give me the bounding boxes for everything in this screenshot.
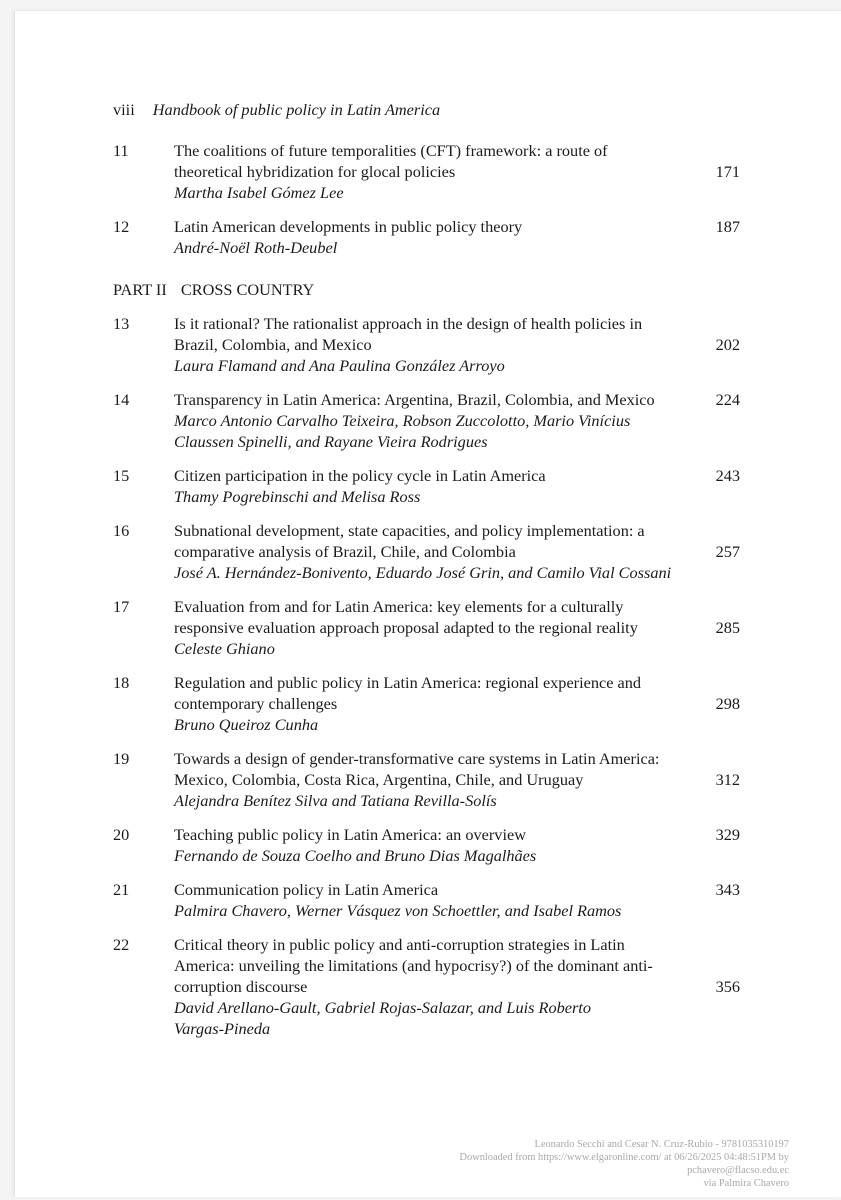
chapter-body [174, 879, 714, 921]
chapter-page-number: 298 [715, 694, 740, 713]
chapter-page-number: 243 [715, 466, 740, 485]
chapter-page-number: 224 [715, 390, 740, 409]
chapter-number: 20 [113, 825, 130, 844]
chapter-body [174, 596, 714, 659]
chapter-title: Mexico, Colombia, Costa Rica, Argentina, Chile, and Uruguay [174, 770, 584, 789]
chapter-title: Regulation and public policy in Latin America: regional experience and [174, 673, 642, 692]
chapter-page-number: 329 [715, 825, 740, 844]
chapter-number: 11 [113, 141, 129, 160]
chapter-page-number: 285 [715, 618, 740, 637]
chapter-authors: Alejandra Benítez Silva and Tatiana Revilla-Solís [174, 791, 497, 810]
toc-entry[interactable] [15, 672, 841, 735]
chapter-title: corruption discourse [174, 977, 308, 996]
part-title: CROSS COUNTRY [180, 280, 315, 299]
chapter-authors: Fernando de Souza Coelho and Bruno Dias Magalhães [174, 846, 537, 865]
chapter-number: 15 [113, 466, 130, 485]
chapter-title: Communication policy in Latin America [174, 880, 439, 899]
chapter-page-number: 312 [715, 770, 740, 789]
chapter-authors: Palmira Chavero, Werner Vásquez von Schoettler, and Isabel Ramos [174, 901, 622, 920]
chapter-title: Is it rational? The rationalist approach in the design of health policies in [174, 314, 643, 333]
chapter-title: Brazil, Colombia, and Mexico [174, 335, 372, 354]
chapter-title: responsive evaluation approach proposal adapted to the regional reality [174, 618, 638, 637]
chapter-body [174, 672, 714, 735]
chapter-title: Towards a design of gender-transformative care systems in Latin America: [174, 749, 660, 768]
chapter-number: 14 [113, 390, 130, 409]
download-footer [460, 1138, 789, 1190]
chapter-authors: Laura Flamand and Ana Paulina González Arroyo [174, 356, 505, 375]
chapter-title: comparative analysis of Brazil, Chile, and Colombia [174, 542, 516, 561]
chapter-body [174, 748, 714, 811]
chapter-title: The coalitions of future temporalities (CFT) framework: a route of [174, 141, 608, 160]
toc-entry[interactable] [15, 140, 841, 203]
toc-entry[interactable] [15, 596, 841, 659]
chapter-title: Transparency in Latin America: Argentina, Brazil, Colombia, and Mexico [174, 390, 655, 409]
toc-entry[interactable] [15, 520, 841, 583]
chapter-title: Citizen participation in the policy cycle in Latin America [174, 466, 546, 485]
chapter-body [174, 313, 714, 376]
toc-entry[interactable] [15, 465, 841, 507]
chapter-authors: Marco Antonio Carvalho Teixeira, Robson Zuccolotto, Mario Vinícius [174, 411, 631, 430]
chapter-title: theoretical hybridization for glocal policies [174, 162, 456, 181]
footer-line: Leonardo Secchi and Cesar N. Cruz-Rubio - 9781035310197 [534, 1139, 789, 1150]
chapter-title: contemporary challenges [174, 694, 338, 713]
chapter-number: 19 [113, 749, 130, 768]
chapter-authors: Claussen Spinelli, and Rayane Vieira Rodrigues [174, 432, 488, 451]
chapter-authors: Bruno Queiroz Cunha [174, 715, 319, 734]
part-label: PART II [113, 280, 167, 299]
toc-entry[interactable] [15, 216, 841, 258]
toc-entry[interactable] [15, 934, 841, 1039]
chapter-page-number: 356 [715, 977, 740, 996]
chapter-title: Subnational development, state capacities, and policy implementation: a [174, 521, 645, 540]
footer-line: via Palmira Chavero [703, 1178, 789, 1189]
chapter-authors: Martha Isabel Gómez Lee [174, 183, 344, 202]
chapter-body [174, 465, 714, 507]
chapter-number: 22 [113, 935, 130, 954]
page-number: viii [113, 100, 135, 119]
footer-line: pchavero@flacso.edu.ec [687, 1165, 789, 1176]
chapter-page-number: 257 [715, 542, 740, 561]
chapter-title: America: unveiling the limitations (and hypocrisy?) of the dominant anti- [174, 956, 653, 975]
chapter-body [174, 389, 714, 452]
book-title: Handbook of public policy in Latin America [152, 100, 441, 119]
chapter-title: Evaluation from and for Latin America: key elements for a culturally [174, 597, 624, 616]
chapter-page-number: 187 [715, 217, 740, 236]
toc-entry[interactable] [15, 748, 841, 811]
chapter-authors: Celeste Ghiano [174, 639, 275, 658]
toc-entry[interactable] [15, 313, 841, 376]
chapter-title: Teaching public policy in Latin America: an overview [174, 825, 526, 844]
toc-entry[interactable] [15, 879, 841, 921]
chapter-page-number: 343 [715, 880, 740, 899]
chapter-authors: José A. Hernández-Bonivento, Eduardo José Grin, and Camilo Vial Cossani [174, 563, 672, 582]
footer-line: Downloaded from https://www.elgaronline.com/ at 06/26/2025 04:48:51PM by [459, 1152, 789, 1163]
toc-entry[interactable] [15, 824, 841, 866]
chapter-page-number: 171 [715, 162, 740, 181]
chapter-body [174, 520, 714, 583]
chapter-number: 18 [113, 673, 130, 692]
chapter-body [174, 934, 714, 1039]
chapter-number: 12 [113, 217, 130, 236]
chapter-authors: André-Noël Roth-Deubel [174, 238, 338, 257]
part-heading [113, 279, 314, 300]
toc-entry[interactable] [15, 389, 841, 452]
chapter-page-number: 202 [715, 335, 740, 354]
chapter-number: 17 [113, 597, 130, 616]
book-page [14, 10, 841, 1197]
chapter-authors: David Arellano-Gault, Gabriel Rojas-Salazar, and Luis Roberto [174, 998, 591, 1017]
chapter-number: 16 [113, 521, 130, 540]
chapter-authors: Vargas-Pineda [174, 1019, 271, 1038]
chapter-authors: Thamy Pogrebinschi and Melisa Ross [174, 487, 421, 506]
chapter-number: 13 [113, 314, 130, 333]
chapter-body [174, 824, 714, 866]
chapter-title: Latin American developments in public policy theory [174, 217, 523, 236]
chapter-title: Critical theory in public policy and anti-corruption strategies in Latin [174, 935, 625, 954]
chapter-number: 21 [113, 880, 130, 899]
chapter-body [174, 140, 714, 203]
running-head [113, 100, 440, 120]
chapter-body [174, 216, 714, 258]
